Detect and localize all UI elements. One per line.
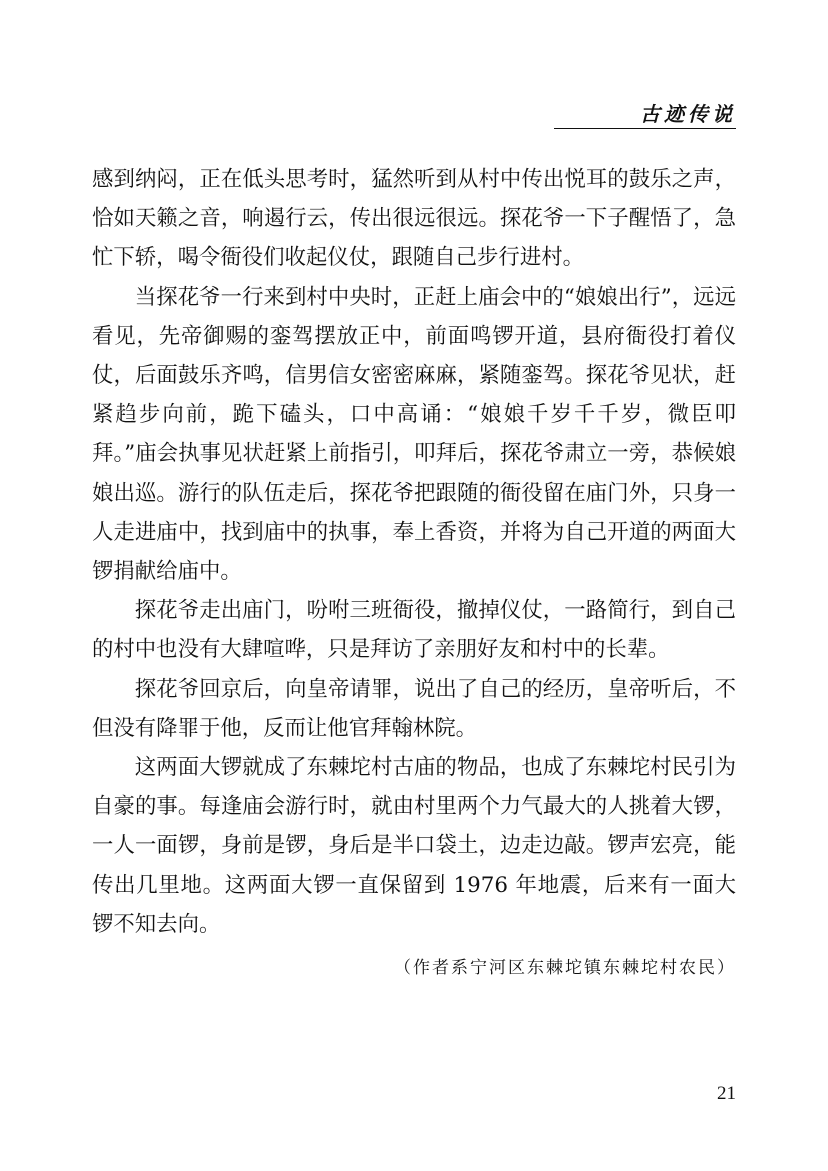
page-number: 21: [717, 1083, 736, 1104]
paragraph: 这两面大锣就成了东棘坨村古庙的物品，也成了东棘坨村民引为自豪的事。每逢庙会游行时，就由村里两个力气最大的人挑着大锣，一人一面锣，身前是锣，身后是半口袋土，边走边敲。锣声宏亮，能传出几里地。这两面大锣一直保留到 1976 年地震，后来有一面大锣不知去向。: [92, 755, 736, 937]
author-byline: （作者系宁河区东棘坨镇东棘坨村农民）: [394, 958, 736, 978]
paragraph: 探花爷走出庙门，吩咐三班衙役，撤掉仪仗，一路简行，到自己的村中也没有大肆喧哗，只是拜访了亲朋好友和村中的长辈。: [92, 598, 736, 663]
paragraph: 当探花爷一行来到村中央时，正赶上庙会中的“娘娘出行”，远远看见，先帝御赐的銮驾摆放正中，前面鸣锣开道，县府衙役打着仪仗，后面鼓乐齐鸣，信男信女密密麻麻，紧随銮驾。探花爷见状，赶紧趋步向前，跪下磕头，口中高诵：“娘娘千岁千千岁，微臣叩拜。”庙会执事见状赶紧上前指引，叩拜后，探花爷肃立一旁，恭候娘娘出巡。游行的队伍走后，探花爷把跟随的衙役留在庙门外，只身一人走进庙中，找到庙中的执事，奉上香资，并将为自己开道的两面大锣捐献给庙中。: [92, 284, 736, 585]
header-rule: [554, 128, 736, 129]
paragraph: 探花爷回京后，向皇帝请罪，说出了自己的经历，皇帝听后，不但没有降罪于他，反而让他官拜翰林院。: [92, 676, 736, 741]
section-header-title: 古迹传说: [640, 102, 736, 126]
article-body: [92, 160, 736, 944]
paragraph-continuation: 感到纳闷，正在低头思考时，猛然听到从村中传出悦耳的鼓乐之声，恰如天籁之音，响遏行云，传出很远很远。探花爷一下子醒悟了，急忙下轿，喝令衙役们收起仪仗，跟随自己步行进村。: [92, 167, 736, 271]
